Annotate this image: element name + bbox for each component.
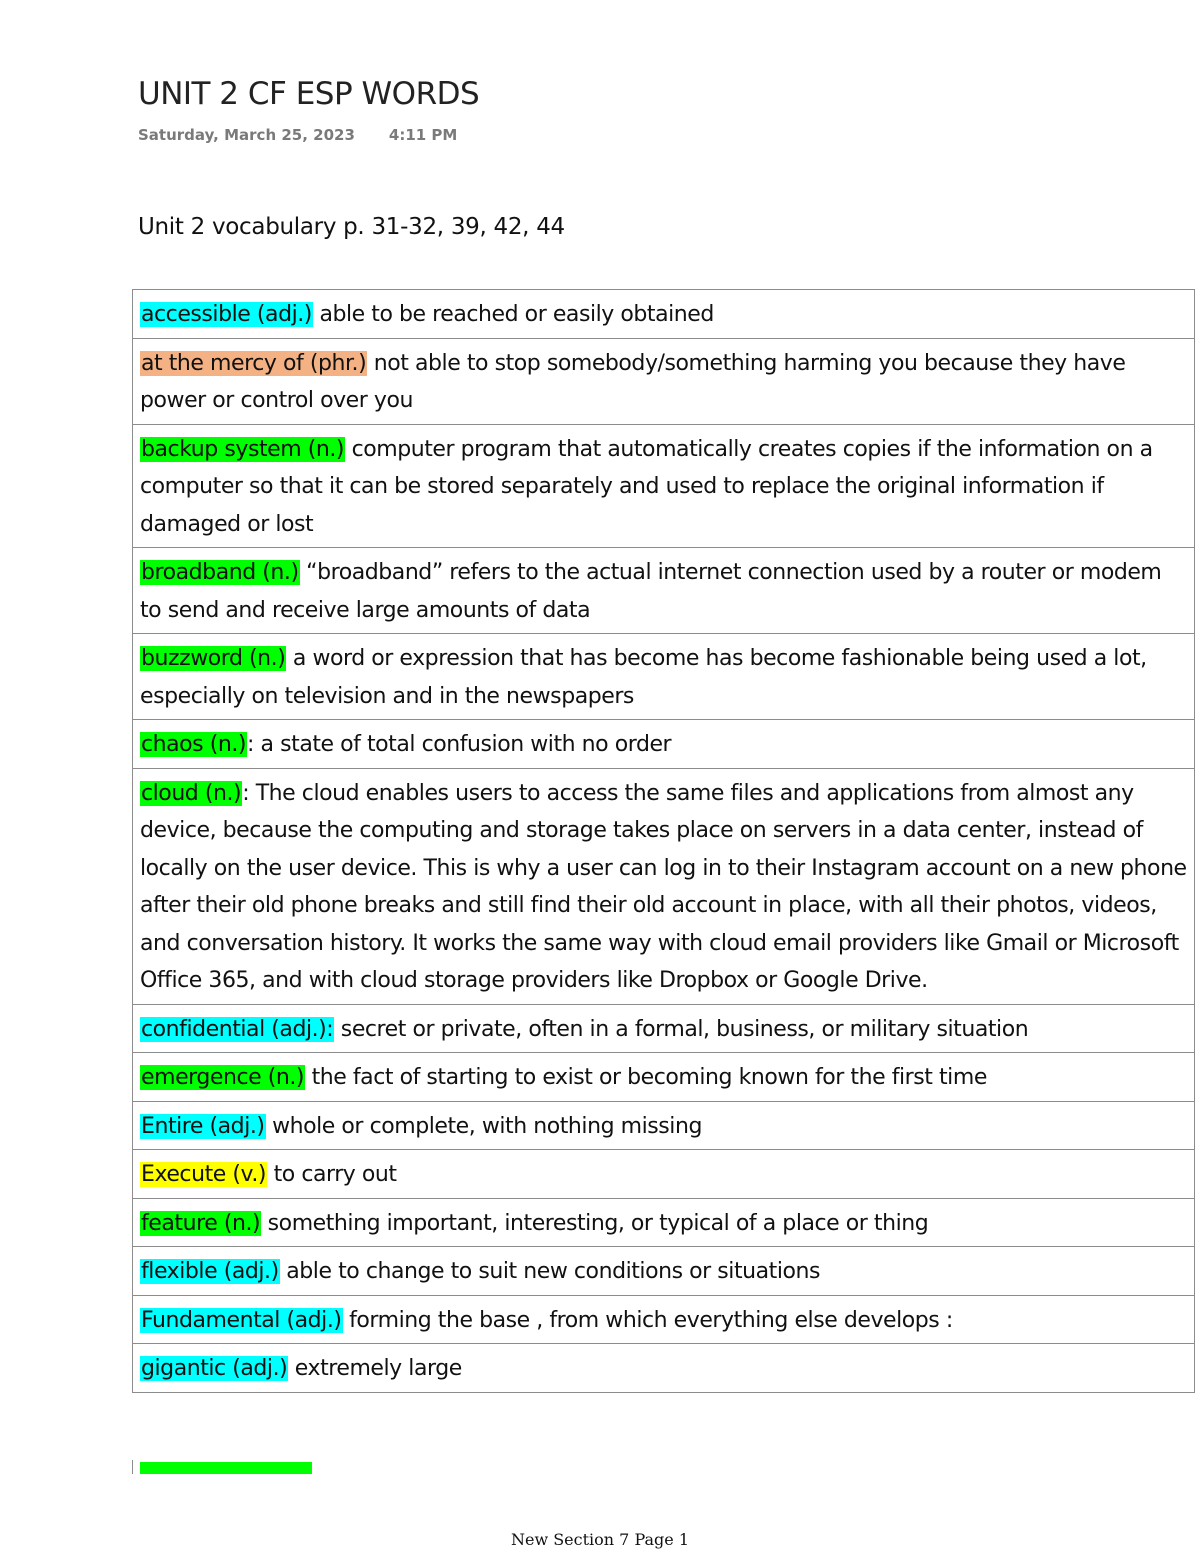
created-date: Saturday, March 25, 2023 bbox=[138, 126, 355, 144]
vocab-definition: able to change to suit new conditions or situations bbox=[279, 1259, 821, 1284]
next-row-partial bbox=[132, 1460, 1196, 1474]
vocab-cell bbox=[133, 720, 1195, 769]
vocab-term: confidential (adj.): bbox=[141, 1016, 334, 1042]
vocab-row bbox=[133, 1295, 1195, 1344]
vocab-term: at the mercy of (phr.) bbox=[141, 350, 367, 376]
vocab-definition: to carry out bbox=[267, 1162, 397, 1187]
vocab-row bbox=[133, 768, 1195, 1004]
vocab-definition: not able to stop somebody/something harming you because they have power or control over you bbox=[140, 350, 1126, 413]
vocab-definition: something important, interesting, or typical of a place or thing bbox=[261, 1210, 929, 1236]
page-title: UNIT 2 CF ESP WORDS bbox=[138, 76, 480, 112]
vocab-row bbox=[133, 634, 1195, 720]
vocab-cell bbox=[133, 424, 1195, 548]
vocab-row bbox=[133, 720, 1195, 769]
vocab-cell bbox=[133, 1295, 1195, 1344]
vocab-row bbox=[133, 1198, 1195, 1247]
vocab-row bbox=[133, 1247, 1195, 1296]
vocab-term: Entire (adj.) bbox=[141, 1113, 265, 1139]
vocab-definition: whole or complete, with nothing missing bbox=[265, 1113, 702, 1139]
vocab-term: emergence (n.) bbox=[141, 1065, 305, 1090]
next-term-highlight-partial bbox=[140, 1462, 312, 1474]
vocab-row bbox=[133, 548, 1195, 634]
vocab-definition: extremely large bbox=[288, 1356, 462, 1381]
vocabulary-table bbox=[132, 289, 1195, 1393]
vocab-term: buzzword (n.) bbox=[141, 646, 286, 671]
vocab-term: feature (n.) bbox=[141, 1210, 261, 1236]
vocab-term: cloud (n.) bbox=[141, 780, 242, 806]
page-footer: New Section 7 Page 1 bbox=[510, 1530, 690, 1549]
vocab-definition: a word or expression that has become has become fashionable being used a lot, especially on television and in the newspapers bbox=[140, 646, 1147, 709]
vocab-definition: “broadband” refers to the actual internet connection used by a router or modem to send and receive large amounts of data bbox=[140, 560, 1162, 623]
vocab-term: Execute (v.) bbox=[141, 1162, 267, 1187]
vocab-definition: : The cloud enables users to access the same files and applications from almost any device, because the computing and storage takes place on servers in a data center, instead of locally on the user device. This is why a user can log in to their Instagram account on a new phone after their old phone breaks and still find their old account in place, with all their photos, videos, and conversation history. It works the same way with cloud email providers like Gmail or Microsoft Office 365, and with cloud storage providers like Dropbox or Google Drive. bbox=[140, 780, 1187, 993]
vocab-row bbox=[133, 290, 1195, 339]
vocabulary-subtitle: Unit 2 vocabulary p. 31-32, 39, 42, 44 bbox=[138, 214, 565, 240]
vocab-row bbox=[133, 1150, 1195, 1199]
vocab-cell bbox=[133, 548, 1195, 634]
vocab-term: gigantic (adj.) bbox=[141, 1356, 288, 1381]
vocab-row bbox=[133, 1004, 1195, 1053]
vocab-term: backup system (n.) bbox=[141, 436, 345, 462]
vocab-cell bbox=[133, 1247, 1195, 1296]
vocab-cell bbox=[133, 1101, 1195, 1150]
vocab-definition: computer program that automatically creates copies if the information on a computer so that it can be stored separately and used to replace the original information if damaged or lost bbox=[140, 436, 1153, 537]
vocab-row bbox=[133, 1101, 1195, 1150]
vocab-row bbox=[133, 338, 1195, 424]
vocab-definition: the fact of starting to exist or becoming known for the first time bbox=[305, 1065, 987, 1090]
vocab-row bbox=[133, 1344, 1195, 1393]
vocab-term: chaos (n.) bbox=[141, 732, 247, 757]
vocab-definition: forming the base , from which everything else develops : bbox=[342, 1307, 953, 1333]
vocab-definition: secret or private, often in a formal, business, or military situation bbox=[334, 1016, 1029, 1042]
vocab-term: flexible (adj.) bbox=[141, 1259, 279, 1284]
vocab-cell bbox=[133, 1150, 1195, 1199]
page-metadata bbox=[138, 126, 457, 144]
vocab-cell bbox=[133, 1053, 1195, 1102]
vocab-cell bbox=[133, 1344, 1195, 1393]
vocab-row bbox=[133, 424, 1195, 548]
vocab-cell bbox=[133, 1198, 1195, 1247]
vocab-cell bbox=[133, 768, 1195, 1004]
vocab-cell bbox=[133, 338, 1195, 424]
vocab-definition: able to be reached or easily obtained bbox=[312, 302, 714, 327]
vocab-term: accessible (adj.) bbox=[141, 302, 312, 327]
vocab-term: broadband (n.) bbox=[141, 560, 299, 585]
vocab-term: Fundamental (adj.) bbox=[141, 1307, 342, 1333]
vocab-cell bbox=[133, 290, 1195, 339]
created-time: 4:11 PM bbox=[388, 126, 458, 144]
vocab-definition: : a state of total confusion with no order bbox=[247, 732, 672, 757]
vocab-cell bbox=[133, 1004, 1195, 1053]
vocab-row bbox=[133, 1053, 1195, 1102]
vocab-cell bbox=[133, 634, 1195, 720]
